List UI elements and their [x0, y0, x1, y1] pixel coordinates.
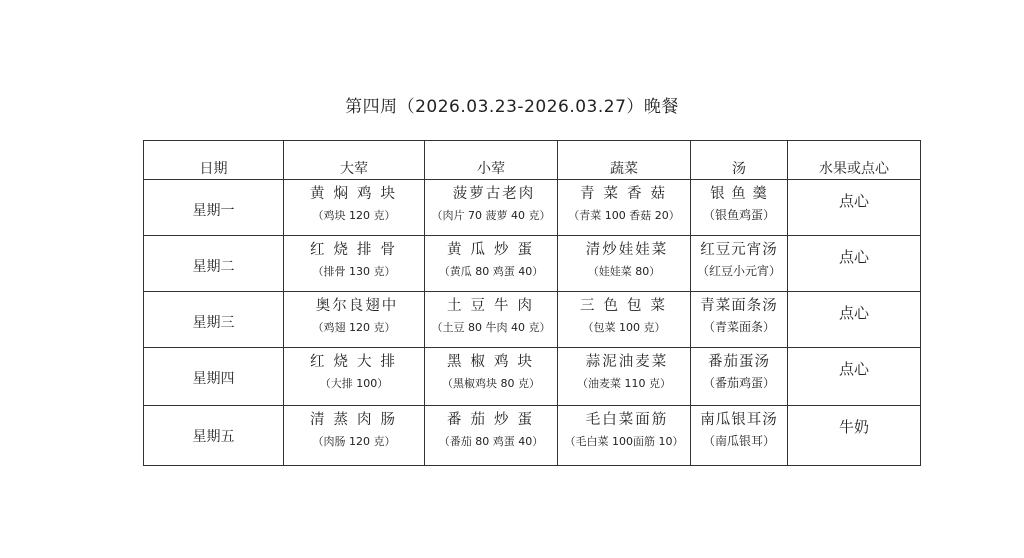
day-label: 星期五 [192, 429, 235, 445]
soup-name: 南瓜银耳汤 [700, 412, 778, 428]
dish-detail: （肉肠 120 克） [312, 435, 396, 448]
dessert-label: 点心 [838, 248, 869, 266]
dessert-label: 点心 [838, 360, 869, 378]
table-row [144, 292, 921, 348]
soup-cell [691, 348, 788, 406]
dish-detail: （肉片 70 菠萝 40 克） [431, 209, 551, 222]
soup-cell [691, 406, 788, 466]
dish-name: 清炒娃娃菜 [585, 242, 669, 258]
header-cell-soup: 汤 [691, 141, 788, 180]
dish-detail: （娃娃菜 80） [587, 265, 661, 278]
soup-cell [691, 180, 788, 236]
dish-name: 清蒸肉肠 [310, 412, 404, 428]
big-meat-cell [284, 406, 425, 466]
dessert-cell [788, 348, 921, 406]
dessert-cell [788, 292, 921, 348]
dish-name: 红烧大排 [310, 354, 404, 370]
dessert-cell [788, 236, 921, 292]
day-cell [144, 406, 284, 466]
soup-detail: （南瓜银耳） [702, 434, 775, 448]
day-label: 星期一 [192, 203, 235, 219]
vegetable-cell [558, 292, 691, 348]
vegetable-cell [558, 180, 691, 236]
dish-detail: （土豆 80 牛肉 40 克） [431, 321, 551, 334]
page-title: 第四周（2026.03.23-2026.03.27）晚餐 [345, 97, 679, 117]
dish-detail: （黄瓜 80 鸡蛋 40） [438, 265, 544, 278]
dish-detail: （番茄 80 鸡蛋 40） [438, 435, 544, 448]
dish-name: 三色包菜 [580, 298, 674, 314]
vegetable-cell [558, 348, 691, 406]
dish-name: 奥尔良翅中 [315, 298, 399, 314]
soup-detail: （红豆小元宵） [696, 264, 781, 278]
day-cell [144, 180, 284, 236]
dish-name: 蒜泥油麦菜 [585, 354, 669, 370]
soup-cell [691, 292, 788, 348]
dish-name: 毛白菜面筋 [585, 412, 669, 428]
day-cell [144, 292, 284, 348]
dish-name: 黑椒鸡块 [447, 354, 541, 370]
dish-name: 黄瓜炒蛋 [447, 242, 541, 258]
small-meat-cell [425, 348, 558, 406]
table-row [144, 348, 921, 406]
dish-detail: （包菜 100 克） [582, 321, 666, 334]
dessert-cell [788, 180, 921, 236]
dish-name: 番茄炒蛋 [447, 412, 541, 428]
soup-detail: （青菜面条） [702, 320, 775, 334]
dish-detail: （黑椒鸡块 80 克） [442, 377, 540, 390]
header-row [144, 141, 921, 180]
header-cell-dessert: 水果或点心 [788, 141, 921, 180]
dish-detail: （青菜 100 香菇 20） [568, 209, 680, 222]
dish-detail: （鸡翅 120 克） [312, 321, 396, 334]
header-cell-date: 日期 [144, 141, 284, 180]
header-cell-small-meat: 小荤 [425, 141, 558, 180]
table-row [144, 180, 921, 236]
dish-name: 黄焖鸡块 [310, 186, 404, 202]
table-row [144, 406, 921, 466]
dessert-label: 点心 [838, 192, 869, 210]
dish-detail: （大排 100） [319, 377, 389, 390]
vegetable-cell [558, 406, 691, 466]
small-meat-cell [425, 292, 558, 348]
dish-name: 土豆牛肉 [447, 298, 541, 314]
vegetable-cell [558, 236, 691, 292]
soup-detail: （银鱼鸡蛋） [702, 208, 775, 222]
dish-detail: （油麦菜 110 克） [577, 377, 671, 390]
day-label: 星期四 [192, 371, 235, 387]
small-meat-cell [425, 180, 558, 236]
soup-name: 银 鱼 羹 [710, 186, 768, 202]
soup-name: 番茄蛋汤 [708, 354, 770, 370]
day-label: 星期三 [192, 315, 235, 331]
soup-name: 青菜面条汤 [700, 298, 778, 314]
dish-detail: （鸡块 120 克） [312, 209, 396, 222]
dessert-label: 牛奶 [838, 418, 869, 436]
day-cell [144, 348, 284, 406]
table-row [144, 236, 921, 292]
dessert-cell [788, 406, 921, 466]
dish-name: 青菜香菇 [580, 186, 674, 202]
big-meat-cell [284, 348, 425, 406]
soup-cell [691, 236, 788, 292]
big-meat-cell [284, 180, 425, 236]
small-meat-cell [425, 236, 558, 292]
soup-name: 红豆元宵汤 [700, 242, 778, 258]
dish-name: 菠萝古老肉 [452, 186, 536, 202]
header-cell-big-meat: 大荤 [284, 141, 425, 180]
soup-detail: （番茄鸡蛋） [702, 376, 775, 390]
header-cell-vegetable: 蔬菜 [558, 141, 691, 180]
dessert-label: 点心 [838, 304, 869, 322]
big-meat-cell [284, 236, 425, 292]
big-meat-cell [284, 292, 425, 348]
day-cell [144, 236, 284, 292]
day-label: 星期二 [192, 259, 235, 275]
dish-detail: （排骨 130 克） [312, 265, 396, 278]
small-meat-cell [425, 406, 558, 466]
dish-detail: （毛白菜 100面筋 10） [564, 435, 684, 448]
menu-table [143, 140, 921, 466]
dish-name: 红烧排骨 [310, 242, 404, 258]
